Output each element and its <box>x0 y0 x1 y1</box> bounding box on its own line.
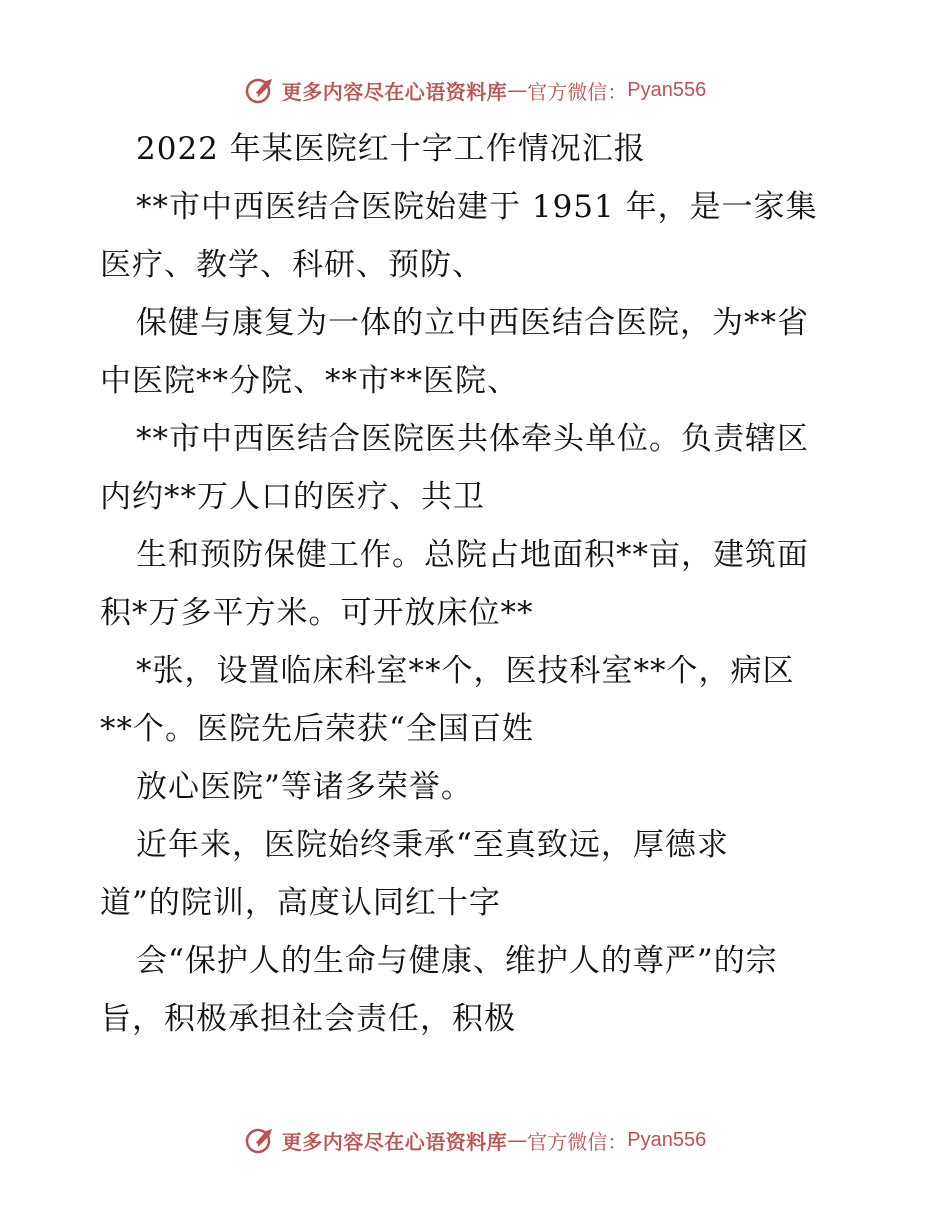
banner-wechat-id: Pyan556 <box>627 78 707 101</box>
banner-wechat-label: 官方微信： <box>527 1129 628 1154</box>
document-line: **个。医院先后荣获“全国百姓 <box>100 711 534 747</box>
document-line: **市中西医结合医院始建于 1951 年，是一家集 <box>136 189 818 225</box>
document-line: **市中西医结合医院医共体牵头单位。负责辖区 <box>136 421 809 457</box>
document-line: 2022 年某医院红十字工作情况汇报 <box>136 131 646 167</box>
footer-banner <box>0 1120 950 1160</box>
document-line: 旨，积极承担社会责任，积极 <box>100 1001 516 1037</box>
document-line: 中医院**分院、**市**医院、 <box>100 363 519 399</box>
document-line: 会“保护人的生命与健康、维护人的尊严”的宗 <box>136 943 778 979</box>
document-line: 近年来，医院始终秉承“至真致远，厚德求 <box>136 827 729 863</box>
header-banner <box>0 70 950 110</box>
document-line: 内约**万人口的医疗、共卫 <box>100 479 485 515</box>
banner-title: 更多内容尽在心语资料库 <box>281 1129 508 1154</box>
banner-separator: — <box>507 1128 528 1152</box>
pen-nib-logo-icon <box>244 1125 278 1155</box>
pen-nib-logo-icon <box>244 75 278 105</box>
banner-title: 更多内容尽在心语资料库 <box>281 79 508 104</box>
banner-wechat-label: 官方微信： <box>527 79 628 104</box>
document-line: *张，设置临床科室**个，医技科室**个，病区 <box>136 653 795 689</box>
document-line: 生和预防保健工作。总院占地面积**亩，建筑面 <box>136 537 809 573</box>
document-line: 道”的院训，高度认同红十字 <box>100 885 501 921</box>
document-line: 保健与康复为一体的立中西医结合医院，为**省 <box>136 305 809 341</box>
document-line: 放心医院”等诸多荣誉。 <box>136 769 473 805</box>
banner-separator: — <box>507 78 528 102</box>
document-line: 积*万多平方米。可开放床位** <box>100 595 534 631</box>
banner-wechat-id: Pyan556 <box>627 1128 707 1151</box>
document-body <box>100 120 860 1048</box>
document-line: 医疗、教学、科研、预防、 <box>100 247 484 283</box>
